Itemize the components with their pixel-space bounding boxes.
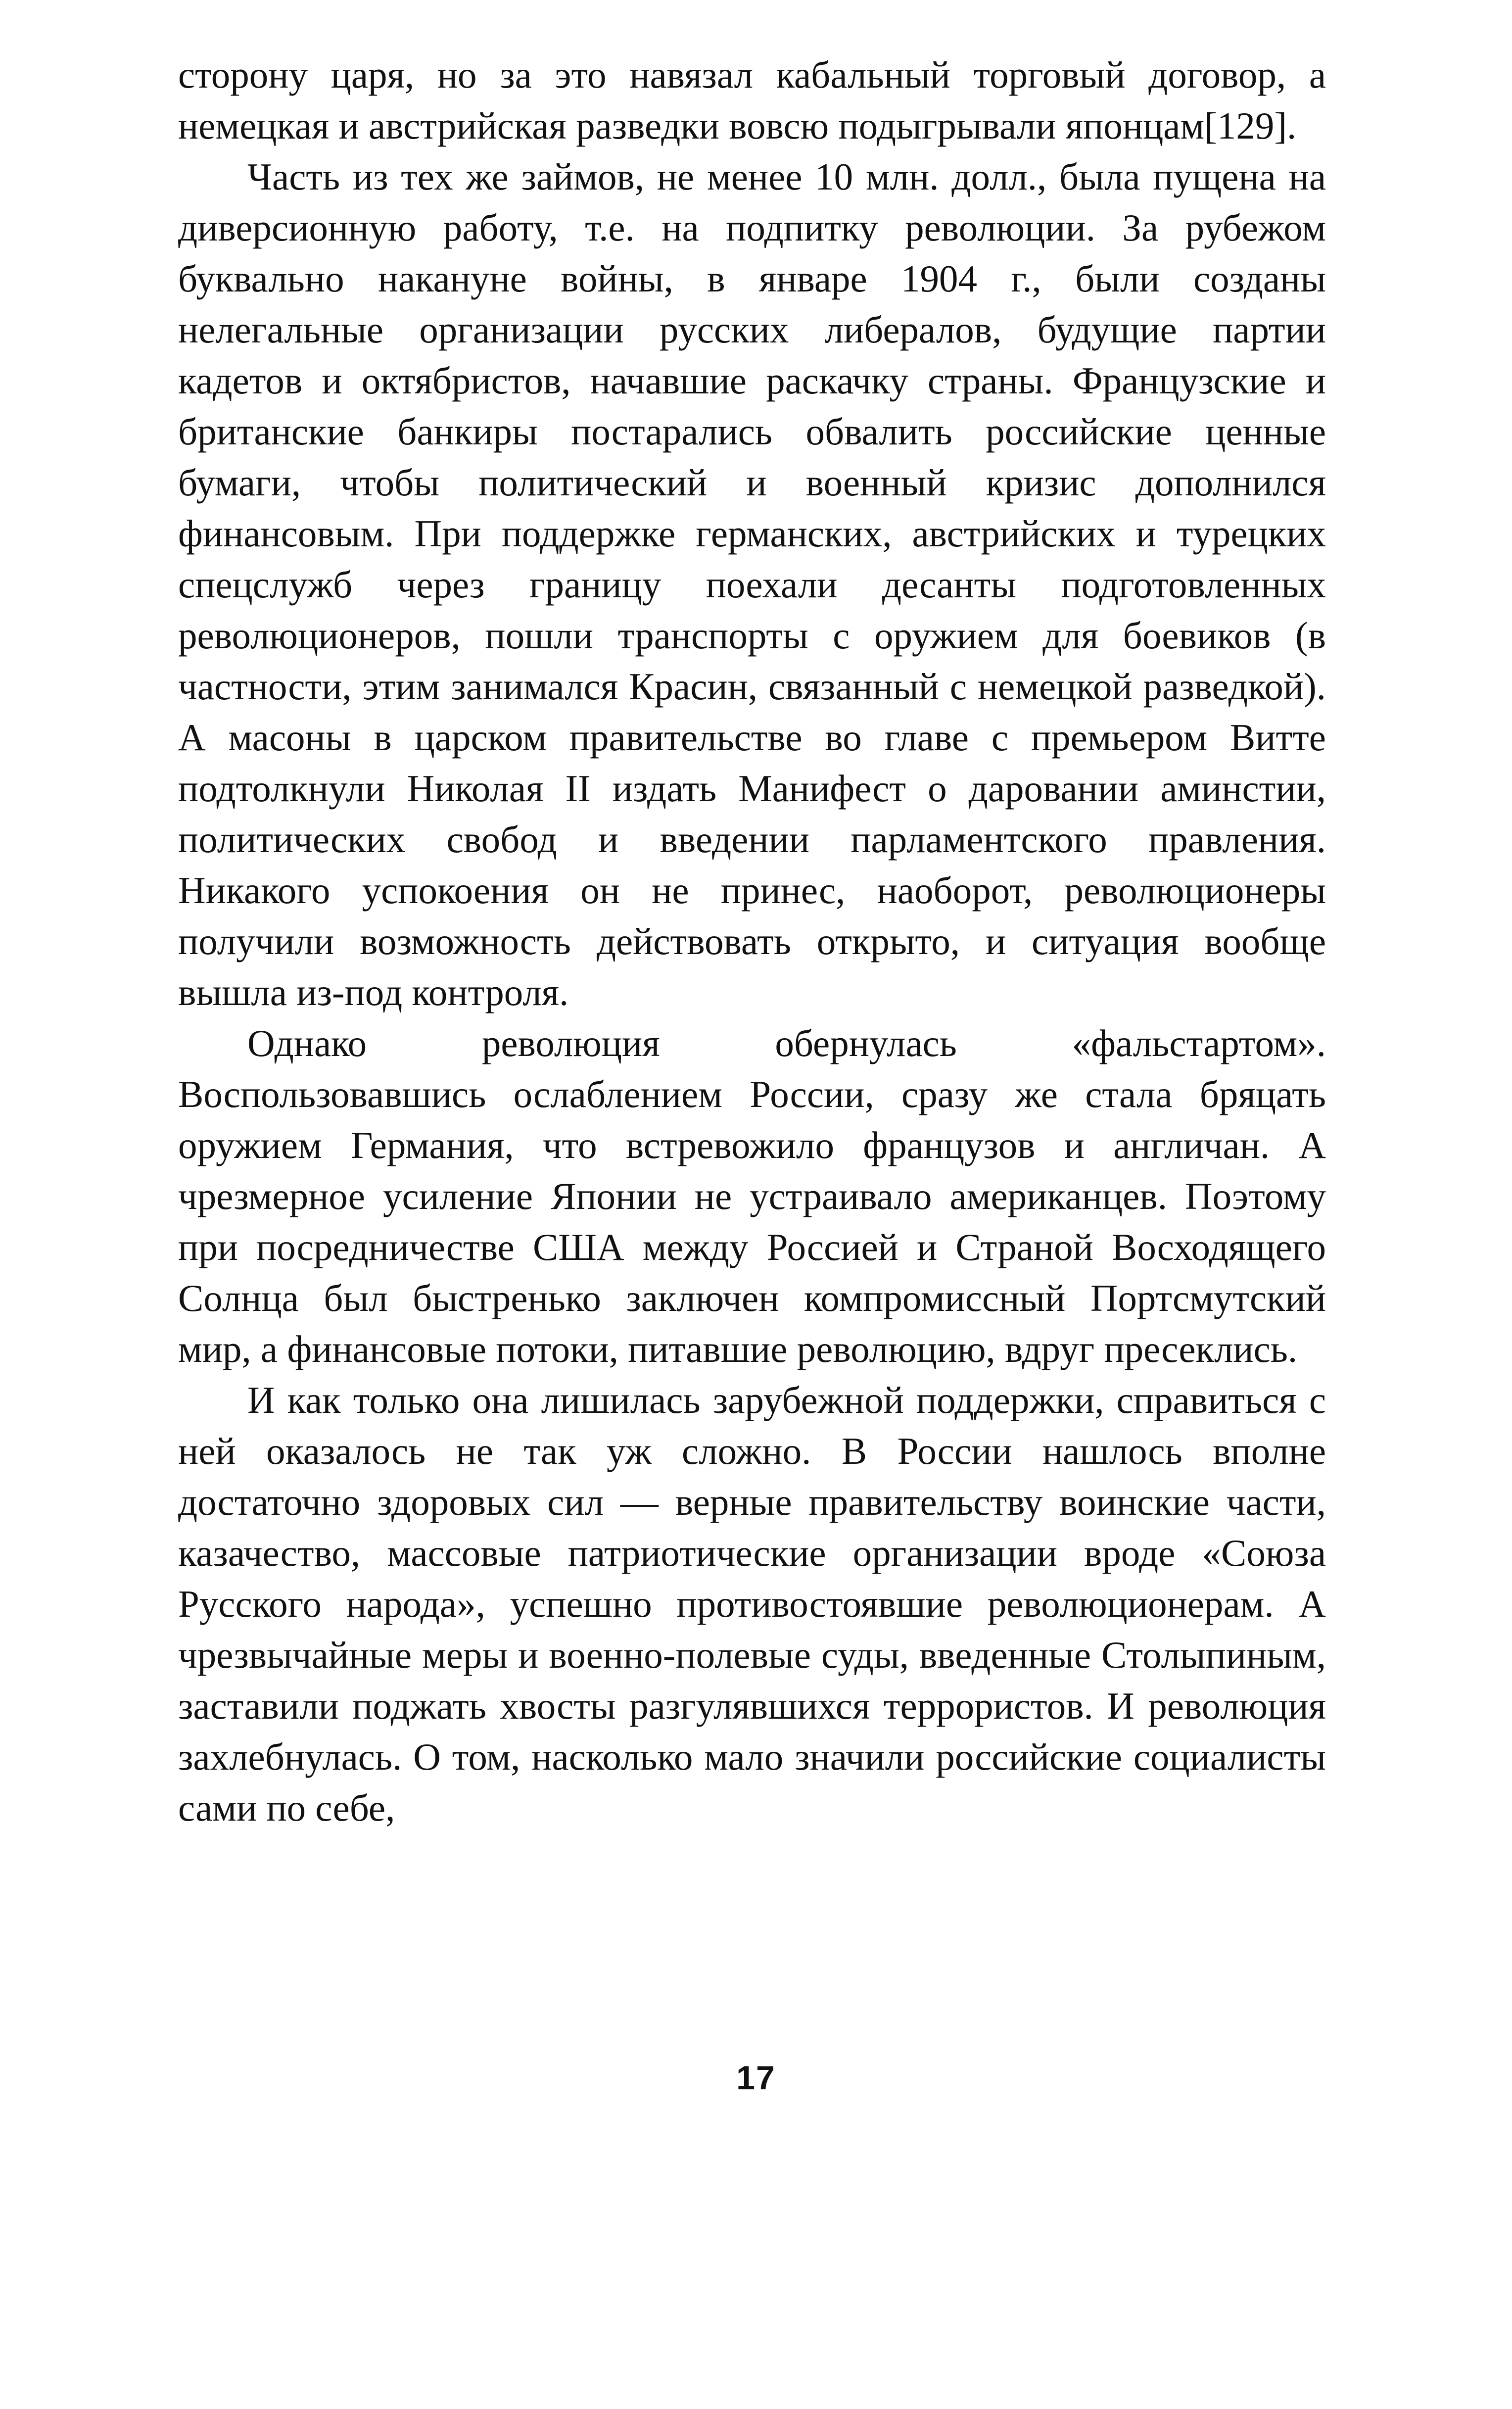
- page-number: 17: [736, 2059, 776, 2097]
- page-body: [178, 49, 1326, 1833]
- paragraph-3: Однако революция обернулась «фальстартом». Воспользовавшись ослаблением России, сразу же стала бряцать оружием Германия, что встревожило французов и англичан. А чрезмерное усиление Японии не устраивало американцев. Поэтому при посредничестве США между Россией и Страной Восходящего Солнца был быстренько заключен компромиссный Портсмутский мир, а финансовые потоки, питавшие революцию, вдруг пресеклись.: [178, 1022, 1326, 1370]
- paragraph-2: Часть из тех же займов, не менее 10 млн. долл., была пущена на диверсионную работу, т.е. на подпитку революции. За рубежом буквально накануне войны, в январе 1904 г., были созданы нелегальные организации русских либералов, будущие партии кадетов и октябристов, начавшие раскачку страны. Французские и британские банкиры постарались обвалить российские ценные бумаги, чтобы политический и военный кризис дополнился финансовым. При поддержке германских, австрийских и турецких спецслужб через границу поехали десанты подготовленных революционеров, пошли транспорты с оружием для боевиков (в частности, этим занимался Красин, связанный с немецкой разведкой). А масоны в царском правительстве во главе с премьером Витте подтолкнули Николая II издать Манифест о даровании аминстии, политических свобод и введении парламентского правления. Никакого успокоения он не принес, наоборот, революционеры получили возможность действовать открыто, и ситуация вообще вышла из-под контроля.: [178, 155, 1326, 1013]
- paragraph-4: И как только она лишилась зарубежной поддержки, справиться с ней оказалось не так уж сложно. В России нашлось вполне достаточно здоровых сил — верные правительству воинские части, казачество, массовые патриотические организации вроде «Союза Русского народа», успешно противостоявшие революционерам. А чрезвычайные меры и военно-полевые суды, введенные Столыпиным, заставили поджать хвосты разгулявшихся террористов. И революция захлебнулась. О том, насколько мало значили российские социалисты сами по себе,: [178, 1379, 1326, 1829]
- paragraph-1: сторону царя, но за это навязал кабальный торговый договор, а немецкая и австрийская разведки вовсю подыгрывали японцам[129].: [178, 53, 1326, 147]
